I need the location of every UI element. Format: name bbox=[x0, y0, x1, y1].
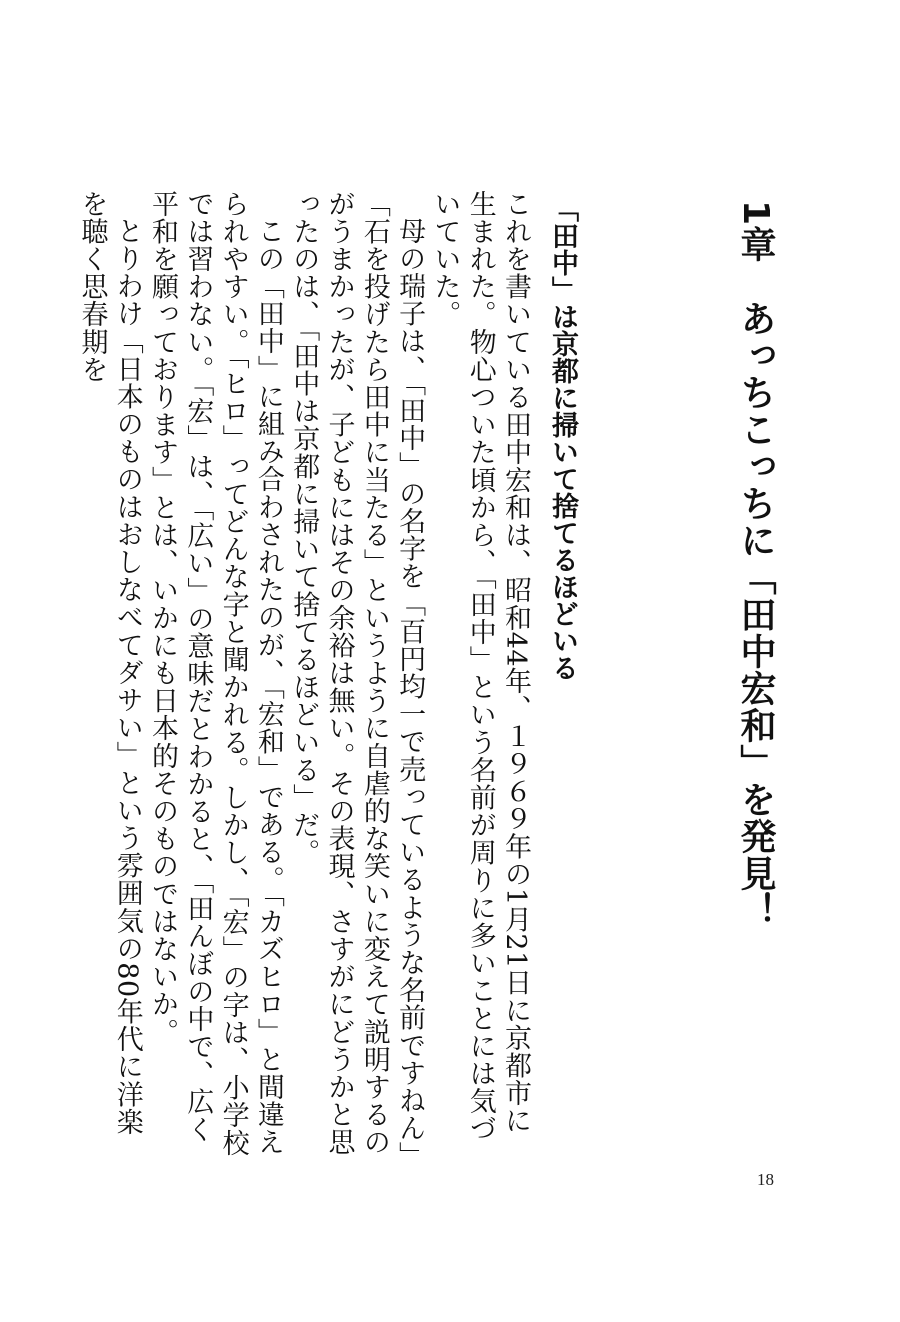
paragraph-3: この「田中」に組み合わされたのが、「宏和」である。「カズヒロ」と間違えられやすい。「ヒロ」ってどんな字と聞かれる。しかし、「宏」の字は、小学校では習わない。「宏」は、「広い」の意味だとわかると、「田んぼの中で、広く平和を願っております」とは、いかにも日本的そのものではないか。 bbox=[147, 190, 284, 1157]
chapter-title: 1章 あっちこっちに「田中宏和」を発見！ bbox=[735, 200, 776, 930]
section-heading: 「田中」は京都に掃いて捨てるほどいる bbox=[547, 195, 578, 681]
body-text bbox=[76, 190, 533, 1160]
paragraph-4: とりわけ「日本のものはおしなべてダサい」という雰囲気の80年代に洋楽を聴く思春期を bbox=[76, 190, 143, 1136]
paragraph-1: これを書いている田中宏和は、昭和44年、１９６９年の1月21日に京都市に生まれた。物心ついた頃から、「田中」という名前が周りに多いことには気づいていた。 bbox=[429, 190, 531, 1143]
paragraph-2: 母の瑞子は、「田中」の名字を「百円均一で売っているような名前ですねん」「石を投げたら田中に当たる」というように自虐的な笑いに変えて説明するのがうまかったが、子どもにはその余裕は無い。その表現、さすがにどうかと思ったのは、「田中は京都に掃いて捨てるほどいる」だ。 bbox=[288, 190, 426, 1156]
page-number: 18 bbox=[757, 1170, 774, 1189]
